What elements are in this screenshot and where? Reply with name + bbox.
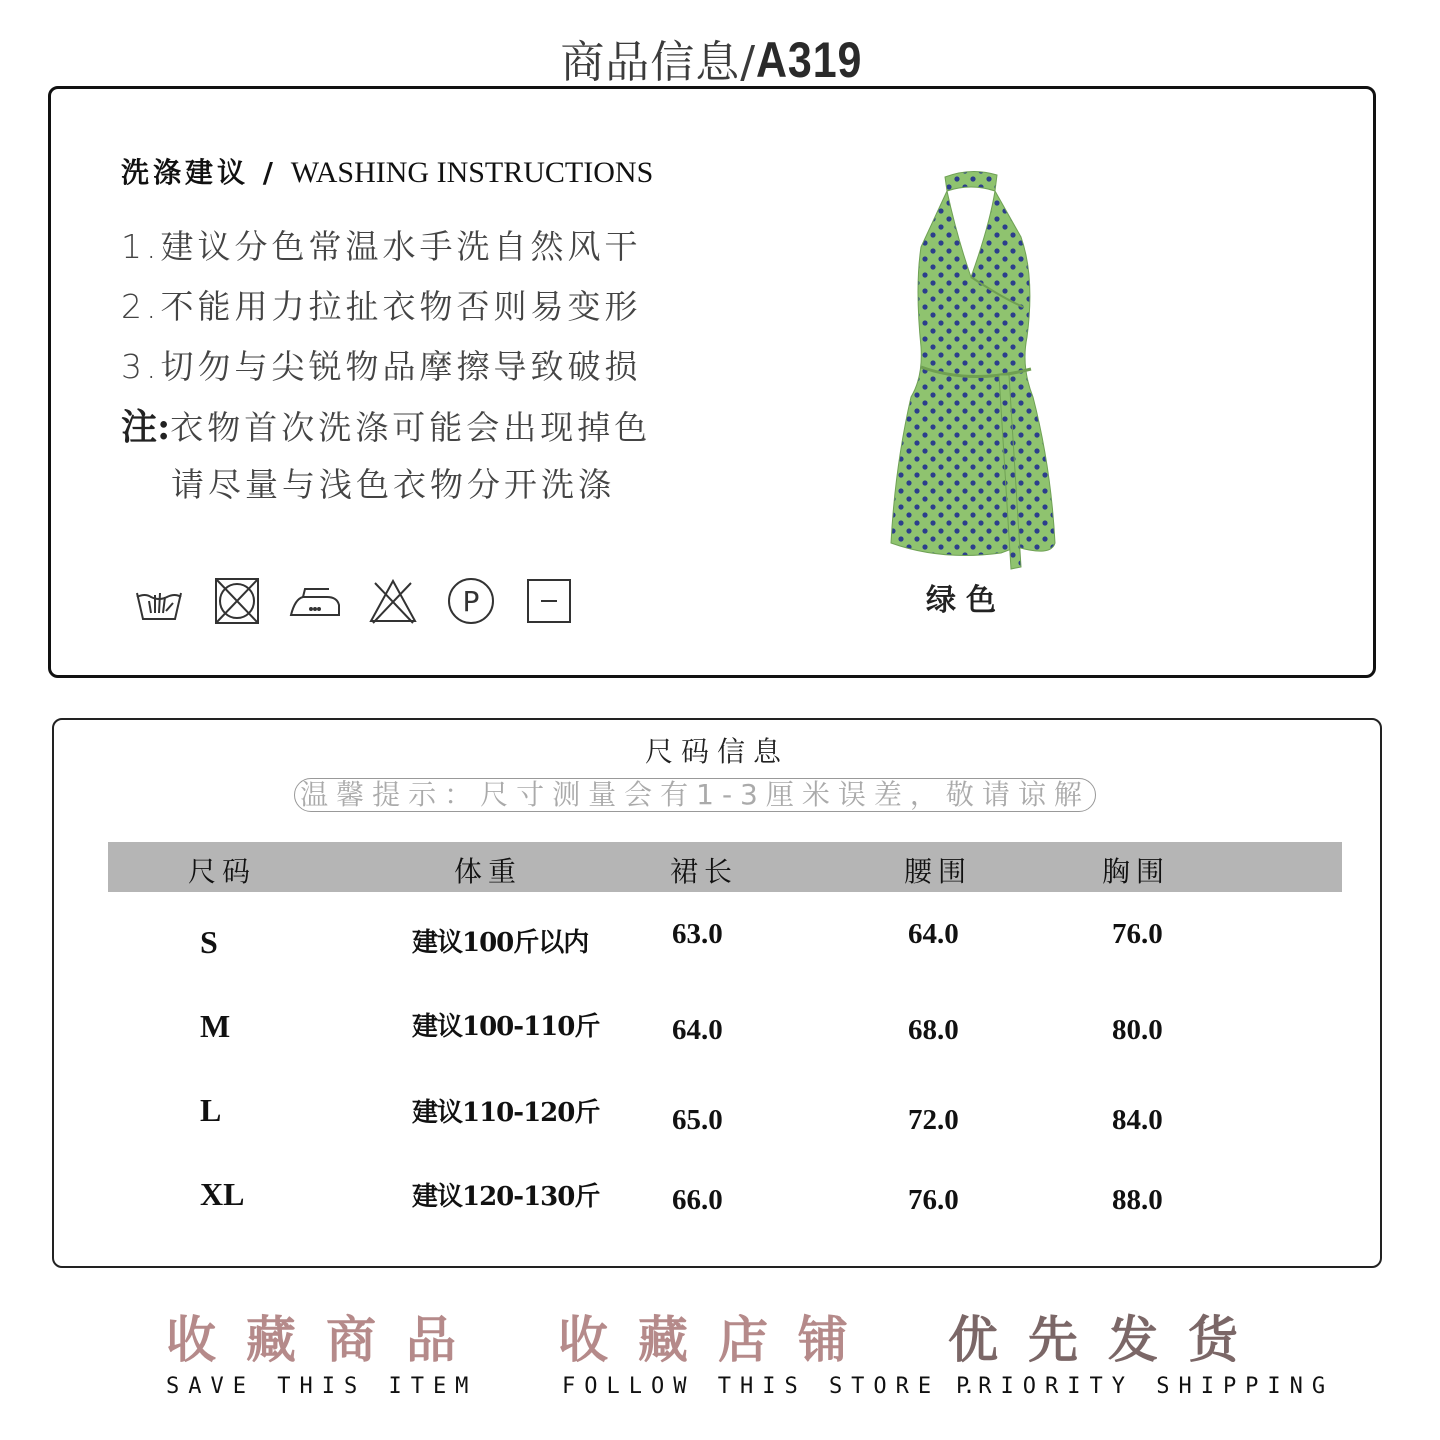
cell-waist: 76.0 bbox=[908, 1184, 959, 1216]
flat-dry-icon bbox=[523, 575, 575, 627]
col-length: 裙长 bbox=[670, 855, 739, 888]
washing-heading bbox=[121, 151, 653, 191]
washing-heading-zh: 洗涤建议 bbox=[121, 156, 250, 189]
cell-length: 65.0 bbox=[672, 1104, 723, 1136]
priority-shipping-button-zh[interactable]: 优先发货 bbox=[948, 1311, 1268, 1369]
cell-chest: 88.0 bbox=[1112, 1184, 1163, 1216]
cell-length: 63.0 bbox=[672, 918, 723, 950]
save-item-button-en[interactable]: SAVE THIS ITEM bbox=[166, 1374, 478, 1399]
size-panel bbox=[52, 718, 1382, 1268]
washing-note bbox=[121, 399, 651, 450]
follow-store-button-zh[interactable]: 收藏店铺 bbox=[558, 1311, 878, 1369]
iron-icon bbox=[289, 575, 341, 627]
cell-weight: 建议120-130斤 bbox=[412, 1182, 600, 1212]
page-title bbox=[0, 26, 1440, 90]
cell-length: 64.0 bbox=[672, 1014, 723, 1046]
size-title: 尺码信息 bbox=[644, 735, 789, 768]
washing-line-3: 3.切勿与尖锐物品摩擦导致破损 bbox=[121, 347, 642, 386]
washing-panel bbox=[48, 86, 1376, 678]
cell-weight: 建议100-110斤 bbox=[412, 1012, 600, 1042]
no-tumble-dry-icon bbox=[211, 575, 263, 627]
col-size: 尺码 bbox=[188, 855, 257, 888]
hand-wash-icon bbox=[133, 575, 185, 627]
color-label: 绿色 bbox=[926, 583, 1006, 618]
cell-size: S bbox=[200, 924, 218, 960]
cell-chest: 76.0 bbox=[1112, 918, 1163, 950]
cell-weight: 建议100斤以内 bbox=[412, 928, 589, 958]
col-weight: 体重 bbox=[454, 855, 523, 888]
washing-line-2: 2.不能用力拉扯衣物否则易变形 bbox=[121, 287, 642, 326]
care-icons bbox=[133, 575, 575, 627]
p-letter: P bbox=[462, 585, 480, 618]
tip-pill: 温馨提示：尺寸测量会有1-3厘米误差，敬请谅解 bbox=[294, 778, 1096, 812]
dress-image bbox=[881, 167, 1061, 577]
follow-store-button-en[interactable]: FOLLOW THIS STORE . bbox=[562, 1374, 985, 1399]
page-title-zh: 商品信息/ bbox=[560, 37, 757, 88]
no-bleach-icon bbox=[367, 575, 419, 627]
col-chest: 胸围 bbox=[1102, 855, 1171, 888]
cell-chest: 84.0 bbox=[1112, 1104, 1163, 1136]
save-item-button-zh[interactable]: 收藏商品 bbox=[166, 1311, 486, 1369]
cell-weight: 建议110-120斤 bbox=[412, 1098, 600, 1128]
professional-dry-clean-icon bbox=[445, 575, 497, 627]
note-label: 注: bbox=[121, 406, 171, 448]
table-header bbox=[108, 842, 1342, 892]
cell-waist: 72.0 bbox=[908, 1104, 959, 1136]
note-line-1: 衣物首次洗涤可能会出现掉色 bbox=[170, 408, 652, 447]
priority-shipping-button-en[interactable]: PRIORITY SHIPPING bbox=[956, 1374, 1335, 1399]
washing-heading-sep: / bbox=[249, 156, 291, 189]
washing-line-1: 1.建议分色常温水手洗自然风干 bbox=[121, 227, 642, 266]
cell-waist: 64.0 bbox=[908, 918, 959, 950]
cell-chest: 80.0 bbox=[1112, 1014, 1163, 1046]
cell-waist: 68.0 bbox=[908, 1014, 959, 1046]
cell-size: L bbox=[200, 1092, 222, 1128]
cell-size: M bbox=[200, 1008, 231, 1044]
product-code: A319 bbox=[756, 32, 863, 88]
cell-length: 66.0 bbox=[672, 1184, 723, 1216]
note-line-2: 请尽量与浅色衣物分开洗涤 bbox=[171, 465, 615, 504]
col-waist: 腰围 bbox=[904, 855, 973, 888]
washing-heading-en: WASHING INSTRUCTIONS bbox=[290, 156, 654, 189]
cell-size: XL bbox=[200, 1176, 245, 1212]
